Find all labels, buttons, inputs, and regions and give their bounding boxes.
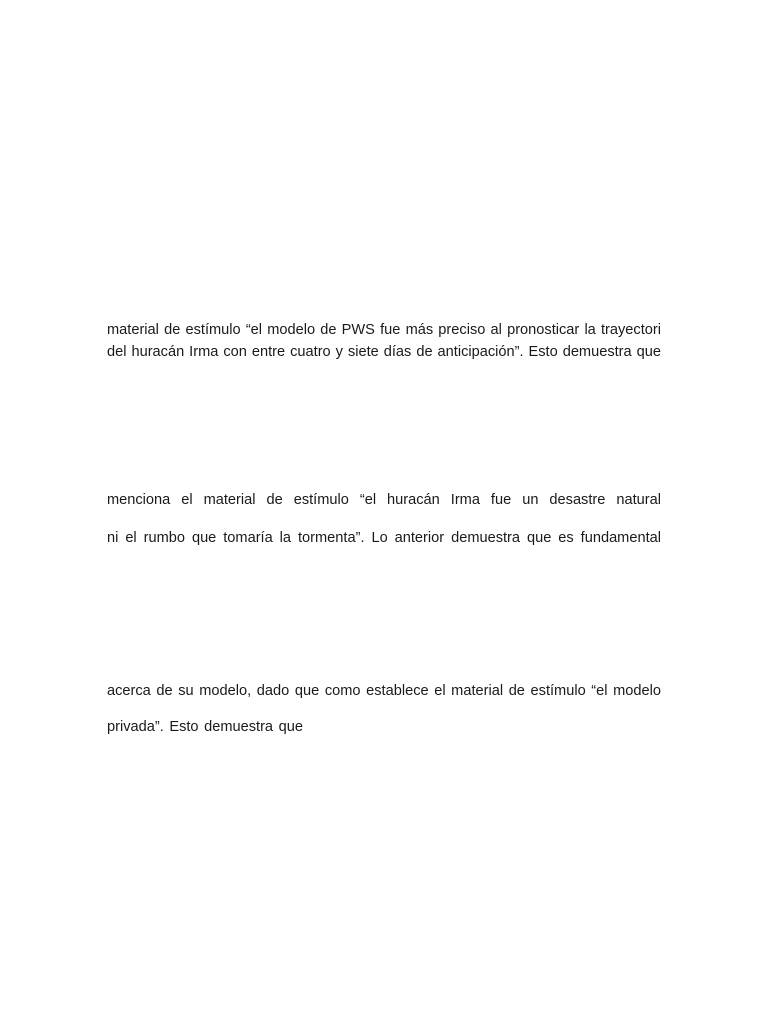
text-line: menciona el material de estímulo “el huracán Irma fue un desastre natural [107,492,661,508]
text-line: privada”. Esto demuestra que [107,719,303,735]
text-line: material de estímulo “el modelo de PWS fue más preciso al pronosticar la trayectori [107,322,661,338]
text-line: ni el rumbo que tomaría la tormenta”. Lo anterior demuestra que es fundamental [107,530,661,546]
text-line: del huracán Irma con entre cuatro y siete días de anticipación”. Esto demuestra que [107,344,661,360]
text-line: acerca de su modelo, dado que como establece el material de estímulo “el modelo [107,683,661,699]
